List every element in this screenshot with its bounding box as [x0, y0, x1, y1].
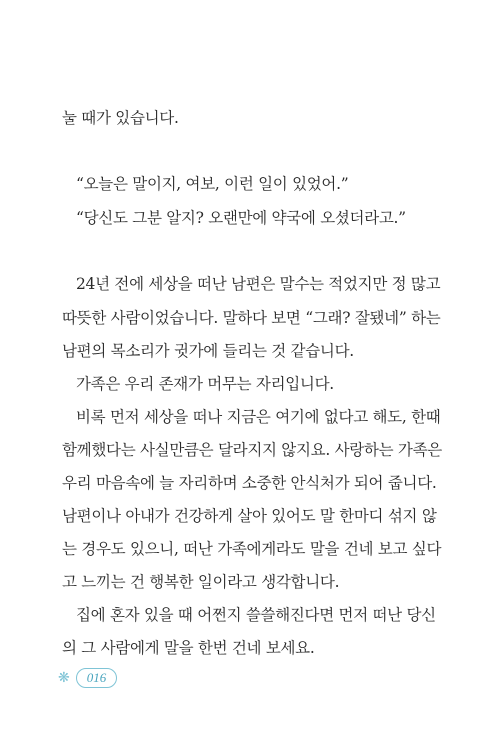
dialogue-line: “당신도 그분 알지? 오랜만에 약국에 오셨더라고.” — [76, 208, 406, 227]
flower-ornament-icon: ❋ — [58, 670, 70, 686]
paragraph-line: 함께했다는 사실만큼은 달라지지 않지요. 사랑하는 가족은 — [62, 440, 442, 459]
paragraph-line: 의 그 사람에게 말을 한번 건네 보세요. — [62, 638, 315, 657]
paragraph-line: 눌 때가 있습니다. — [62, 108, 179, 127]
paragraph-line: 가족은 우리 존재가 머무는 자리입니다. — [76, 374, 334, 393]
dialogue-line: “오늘은 말이지, 여보, 이런 일이 있었어.” — [76, 174, 349, 193]
paragraph-line: 따뜻한 사람이었습니다. 말하다 보면 “그래? 잘됐네” 하는 — [62, 308, 441, 327]
page-number: 016 — [76, 668, 118, 688]
paragraph-line: 집에 혼자 있을 때 어쩐지 쓸쓸해진다면 먼저 떠난 당신 — [76, 605, 436, 624]
paragraph-line: 남편의 목소리가 귓가에 들리는 것 같습니다. — [62, 341, 354, 360]
paragraph-line: 비록 먼저 세상을 떠나 지금은 여기에 없다고 해도, 한때 — [76, 407, 441, 426]
paragraph-line: 우리 마음속에 늘 자리하며 소중한 안식처가 되어 줍니다. — [62, 473, 437, 492]
page-folio — [58, 668, 117, 688]
paragraph-line: 는 경우도 있으니, 떠난 가족에게라도 말을 건네 보고 싶다 — [62, 539, 442, 558]
paragraph-line: 24년 전에 세상을 떠난 남편은 말수는 적었지만 정 많고 — [76, 274, 441, 293]
paragraph-line: 남편이나 아내가 건강하게 살아 있어도 말 한마디 섞지 않 — [62, 506, 437, 525]
paragraph-line: 고 느끼는 건 행복한 일이라고 생각합니다. — [62, 572, 340, 591]
